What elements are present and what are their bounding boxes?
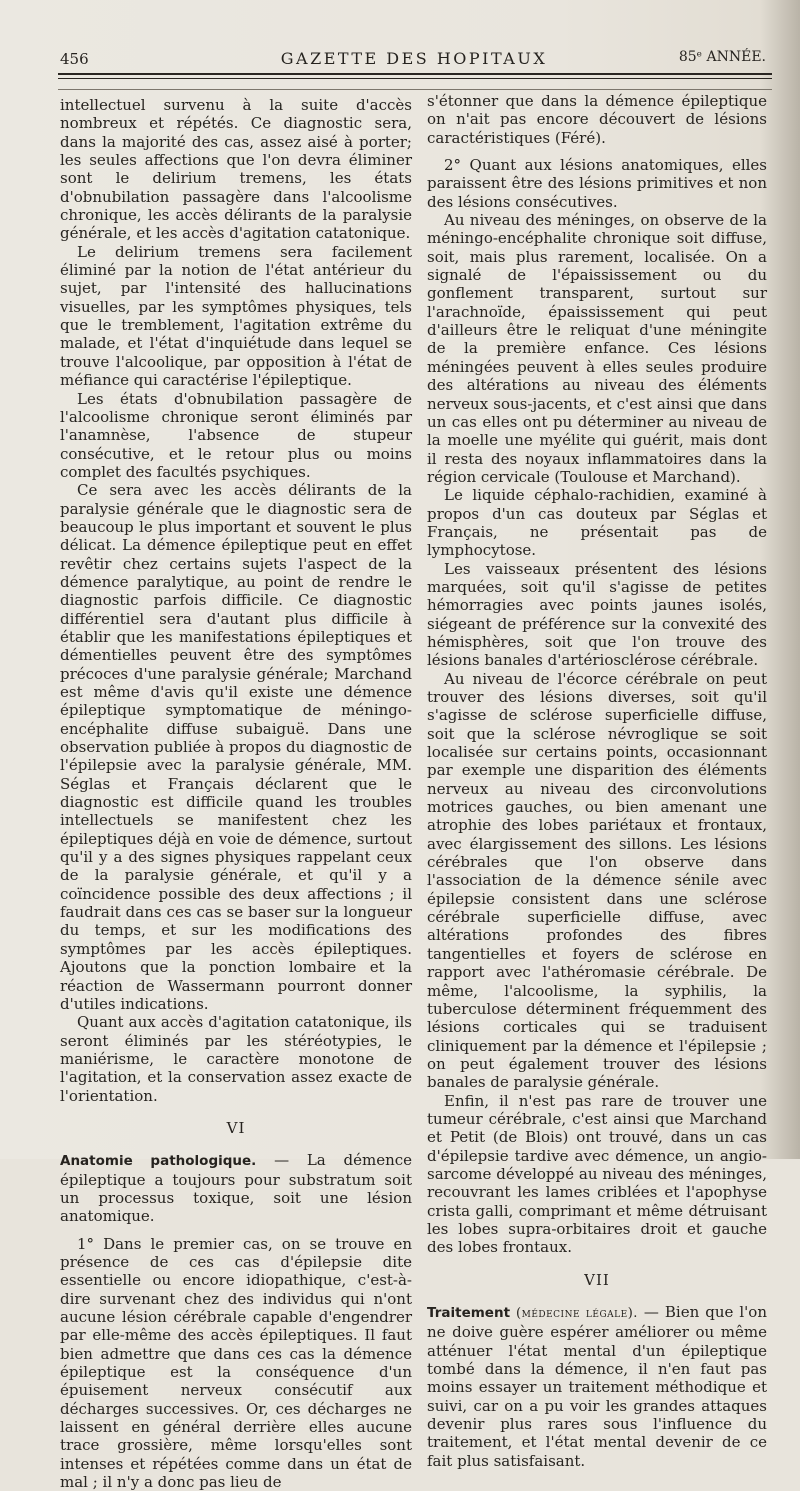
paragraph: Enfin, il n'est pas rare de trouver une tumeur cérébrale, c'est ainsi que Marchand et Petit (de Blois) ont trouvé, dans un cas d'épilepsie tardive avec démence, un angio-sarcome développé au niveau des méninges, recouvrant les lames criblées et l'apophyse crista galli, comprimant et même détruisant les lobes supra-orbitaires droit et gauche des lobes frontaux. bbox=[427, 1091, 767, 1257]
anatomy-text: — La démence épileptique a toujours pour substratum soit un processus toxique, soit une lésion anatomique. bbox=[60, 1151, 413, 1226]
paragraph: Quant aux accès d'agitation catatonique, ils seront éliminés par les stéréotypies, le maniérisme, le caractère monotone de l'agitation, et la conservation assez exacte de l'orientation. bbox=[60, 1013, 412, 1105]
header-rule-lower bbox=[58, 89, 772, 90]
section-heading-vii: VII bbox=[584, 1270, 610, 1289]
paragraph: Le liquide céphalo-rachidien, examiné à propos d'un cas douteux par Séglas et Français, ne présentait pas de lymphocytose. bbox=[427, 486, 767, 560]
treatment-paragraph bbox=[427, 1303, 767, 1470]
paragraph: s'étonner que dans la démence épileptique on n'ait pas encore découvert de lésions caractéristiques (Féré). bbox=[427, 92, 767, 147]
right-column bbox=[427, 92, 767, 1470]
journal-title: GAZETTE DES HOPITAUX bbox=[280, 49, 548, 68]
paragraph: Ce sera avec les accès délirants de la paralysie générale que le diagnostic sera de beaucoup le plus important et souvent le plus délicat. La démence épileptique peut en effet revêtir chez certains sujets l'aspect de la démence paralytique, au point de rendre le diagnostic parfois difficile. Ce diagnostic différentiel sera d'autant plus difficile à établir que les manifestations épileptiques et démentielles peuvent être des symptômes précoces d'une paralysie générale; Marchand est même d'avis qu'il existe une démence épileptique symptomatique de méningo-encéphalite diffuse subaiguë. Dans une observation publiée à propos du diagnostic de l'épilepsie avec la paralysie générale, MM. Séglas et Français déclarent que le diagnostic est difficile quand les troubles intellectuels se manifestent chez les épileptiques déjà en voie de démence, surtout qu'il y a des signes physiques rappelant ceux de la paralysie générale, et qu'il y a coïncidence possible des deux affections ; il faudrait dans ces cas se baser sur la longueur du temps, et sur les modifications des symptômes par les accès épileptiques. Ajoutons que la ponction lombaire et la réaction de Wassermann pourront donner d'utiles indications. bbox=[60, 481, 412, 1013]
page-header bbox=[58, 42, 770, 72]
paragraph: intellectuel survenu à la suite d'accès nombreux et répétés. Ce diagnostic sera, dans la majorité des cas, assez aisé à porter; les seules affections que l'on devra éliminer sont le delirium tremens, les états d'obnubilation passagère dans l'alcoolisme chronique, les accès délirants de la paralysie générale, et les accès d'agitation catatonique. bbox=[60, 96, 412, 243]
paragraph: Les vaisseaux présentent des lésions marquées, soit qu'il s'agisse de petites hémorragies avec points jaunes isolés, siégeant de préférence sur la convexité des hémisphères, soit que l'on trouve des lésions banales d'artériosclérose cérébrale. bbox=[427, 559, 767, 670]
treatment-text: — Bien que l'on ne doive guère espérer améliorer ou même atténuer l'état mental d'un épileptique tombé dans la démence, il n'en faut pas moins essayer un traitement méthodique et suivi, car on a pu voir les grandes attaques devenir plus rares sous l'influence du traitement, et l'état mental devenir de ce fait plus satisfaisant. bbox=[427, 1303, 767, 1470]
paragraph: Les états d'obnubilation passagère de l'alcoolisme chronique seront éliminés par l'anamnèse, l'absence de stupeur consécutive, et le retour plus ou moins complet des facultés psychiques. bbox=[60, 389, 412, 481]
anatomy-point-1: 1° Dans le premier cas, on se trouve en présence de ces cas d'épilepsie dite essentielle ou encore idiopathique, c'est-à-dire survenant chez des individus qui n'ont aucune lésion cérébrale capable d'engendrer par elle-même des accès épileptiques. Il faut bien admettre que dans ces cas la démence épileptique est la conséquence d'un épuisement nerveux consécutif aux décharges successives. Or, ces décharges ne laissent en général derrière elles aucune trace grossière, même lorsqu'elles sont intenses et répétées comme dans un état de mal ; il n'y a donc pas lieu de bbox=[60, 1234, 412, 1491]
year-label: 85ᵉ ANNÉE. bbox=[678, 49, 766, 65]
left-column bbox=[60, 96, 412, 1491]
anatomy-paragraph bbox=[60, 1151, 412, 1225]
paragraph: Au niveau des méninges, on observe de la méningo-encéphalite chronique soit diffuse, soit, mais plus rarement, localisée. On a signalé de l'épaississement ou du gonflement transparent, surtout sur l'arachnoïde, épaississement qui peut d'ailleurs être le reliquat d'une méningite de la première enfance. Ces lésions méningées peuvent à elles seules produire des altérations au niveau des éléments nerveux sous-jacents, et c'est ainsi que dans un cas elles ont pu déterminer au niveau de la moelle une myélite qui guérit, mais dont il resta des noyaux inflammatoires dans la région cervicale (Toulouse et Marchand). bbox=[427, 211, 767, 486]
paragraph: 2° Quant aux lésions anatomiques, elles paraissent être des lésions primitives et non des lésions consécutives. bbox=[427, 156, 767, 211]
section-heading-vi: VI bbox=[226, 1118, 246, 1137]
page-number: 456 bbox=[60, 50, 89, 68]
paragraph: Au niveau de l'écorce cérébrale on peut trouver des lésions diverses, soit qu'il s'agisse de sclérose superficielle diffuse, soit que la sclérose névroglique se soit localisée sur certains points, occasionnant par exemple une disparition des éléments nerveux au niveau des circonvolutions motrices gauches, ou bien amenant une atrophie des lobes pariétaux et frontaux, avec élargissement des sillons. Les lésions cérébrales que l'on observe dans l'association de la démence sénile avec épilepsie consistent dans une sclérose cérébrale superficielle diffuse, avec altérations profondes des fibres tangentielles et foyers de sclérose en rapport avec l'athéromasie cérébrale. De même, l'alcoolisme, la syphilis, la tuberculose déterminent fréquemment des lésions corticales qui se traduisent cliniquement par la démence et l'épilepsie ; on peut également trouver des lésions banales de paralysie générale. bbox=[427, 669, 767, 1092]
treatment-title: Traitement bbox=[427, 1305, 511, 1321]
anatomy-title: Anatomie pathologique. bbox=[60, 1153, 257, 1170]
treatment-tag: (médecine légale). bbox=[516, 1306, 638, 1321]
paragraph: Le delirium tremens sera facilement éliminé par la notion de l'état antérieur du sujet, par l'intensité des hallucinations visuelles, par les symptômes physiques, tels que le tremblement, l'agitation extrême du malade, et l'état d'inquiétude dans lequel se trouve l'alcoolique, par opposition à l'état de méfiance qui caractérise l'épileptique. bbox=[60, 242, 412, 390]
header-rule-thin bbox=[58, 78, 772, 79]
header-rule-thick bbox=[58, 73, 772, 75]
